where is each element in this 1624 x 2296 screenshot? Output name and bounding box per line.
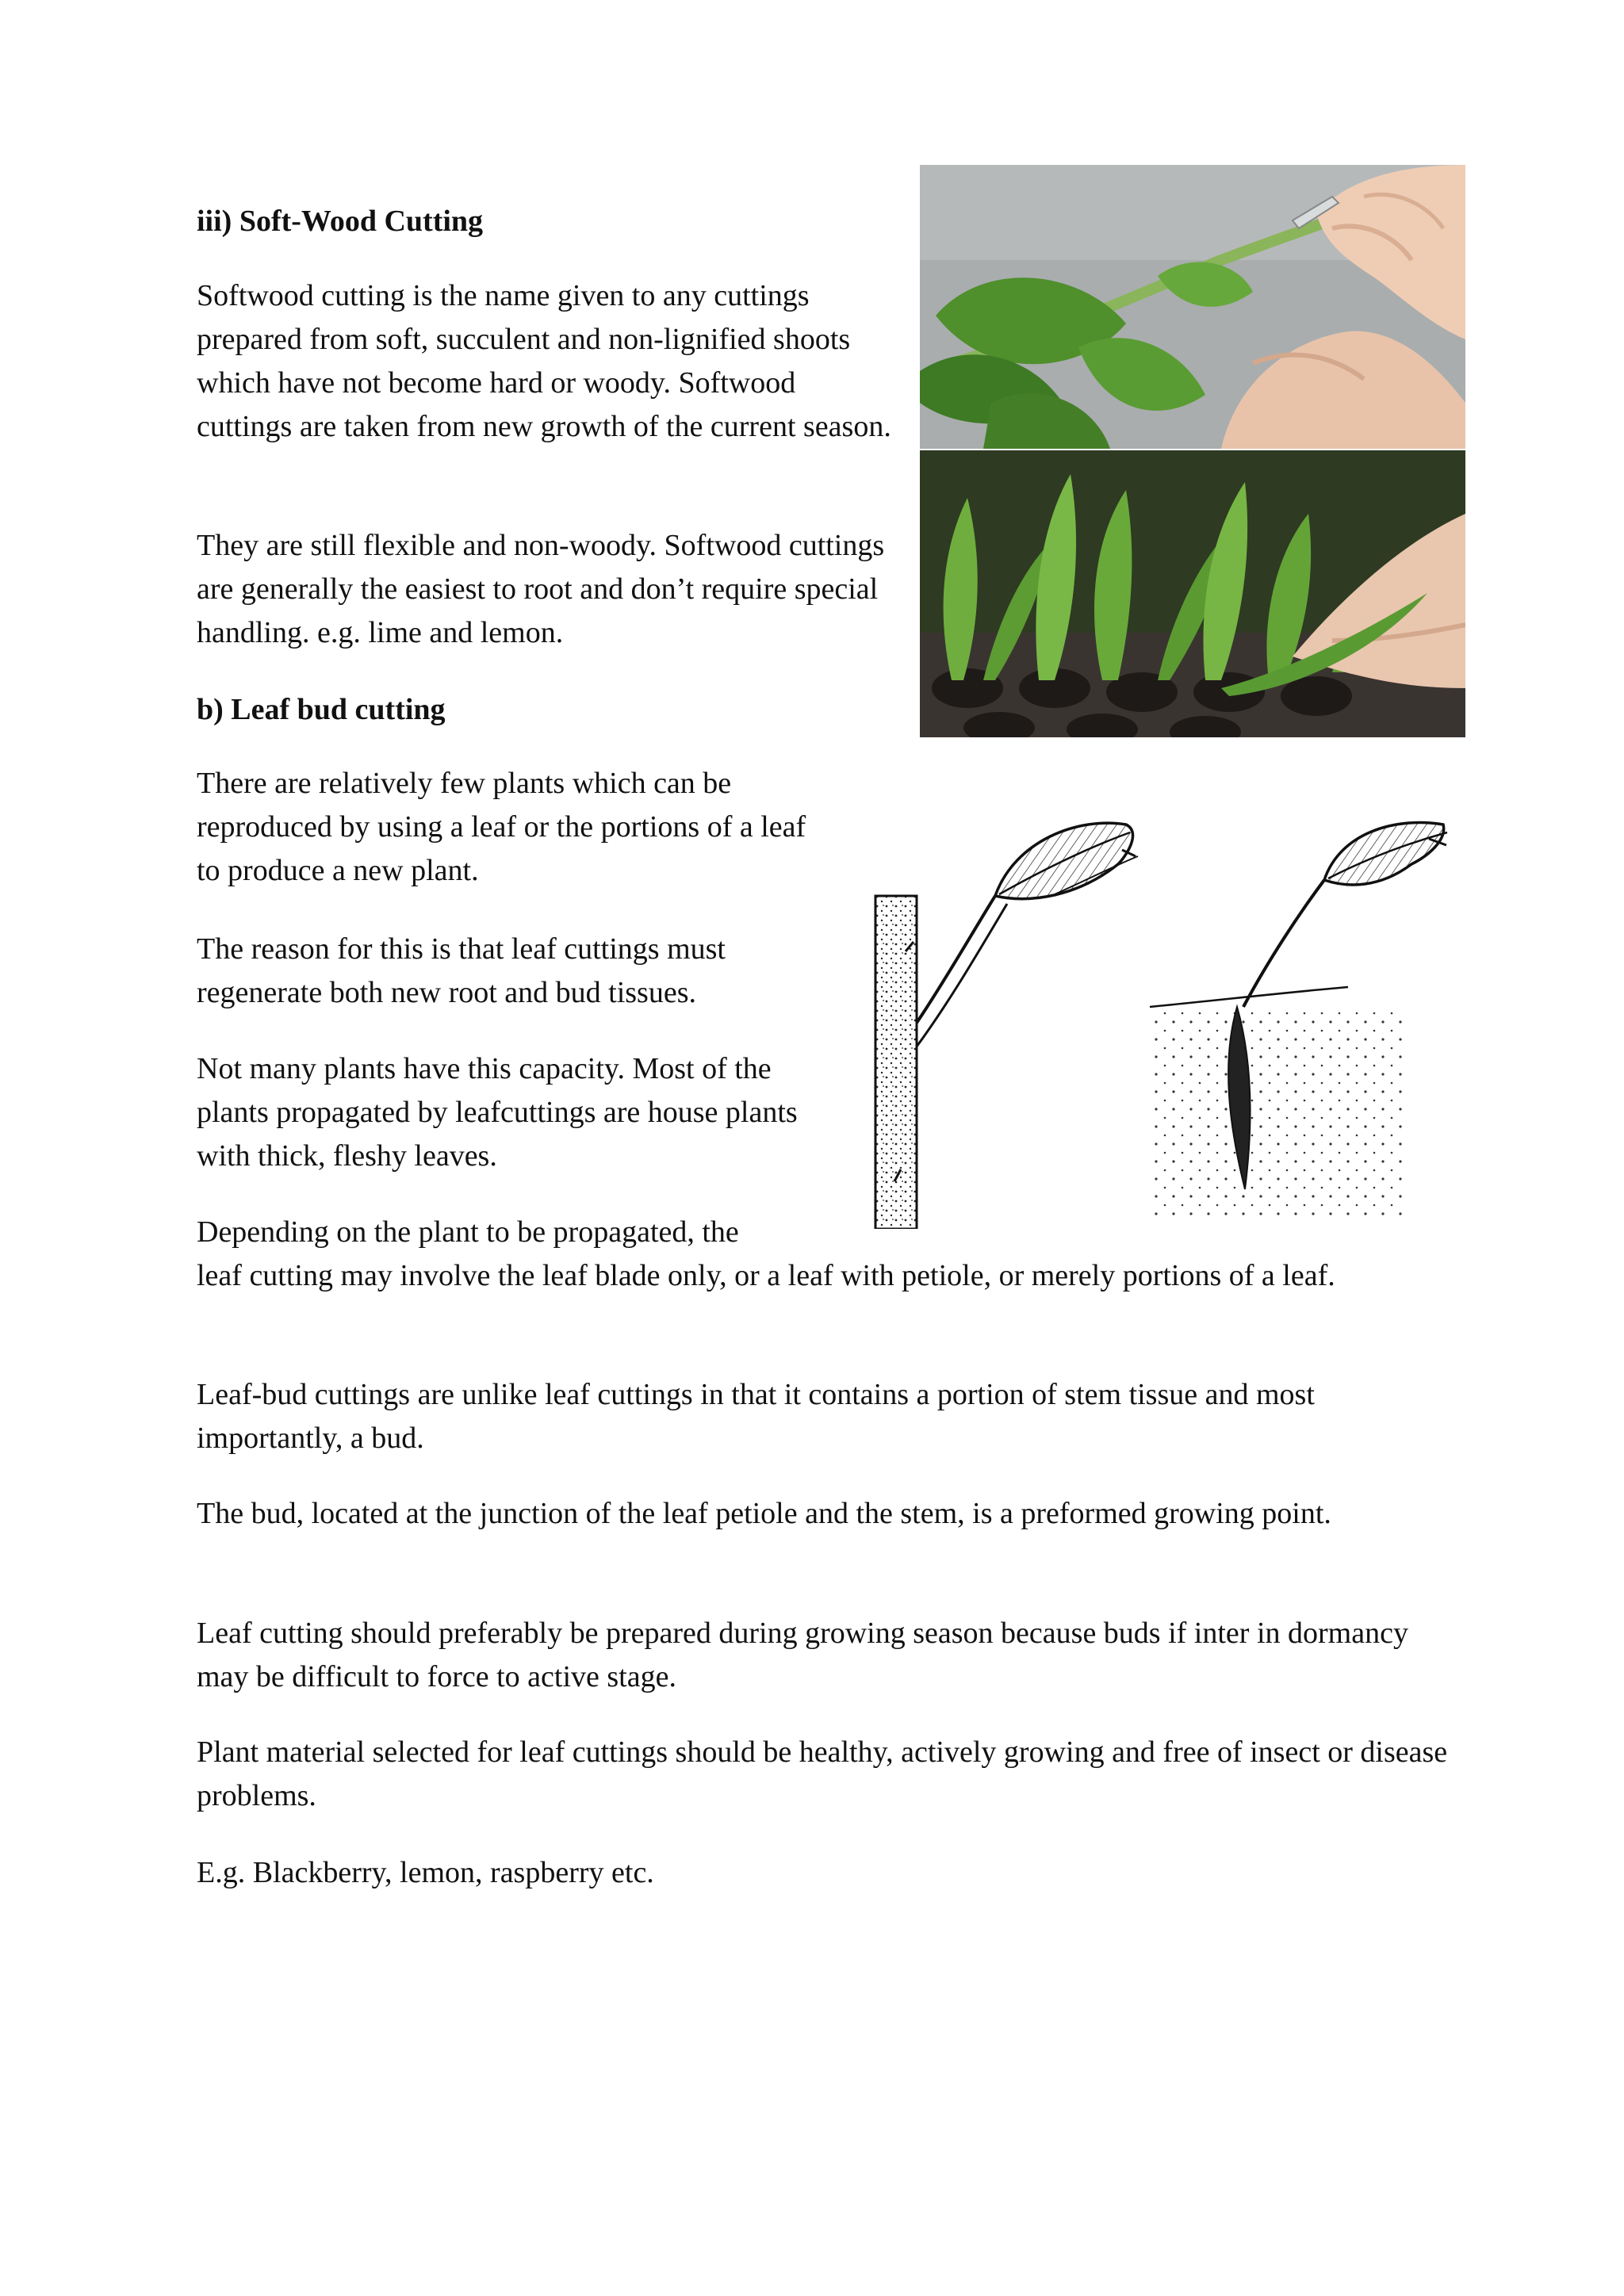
heading-softwood-cutting: iii) Soft-Wood Cutting	[197, 205, 484, 238]
seedlings-in-tray-photo	[920, 450, 1465, 737]
paragraph-examples: E.g. Blackberry, lemon, raspberry etc.	[197, 1856, 654, 1889]
paragraph-leaf-depending-line1: Depending on the plant to be propagated, the	[197, 1215, 739, 1249]
paragraph-leaf-bud-definition: Leaf-bud cuttings are unlike leaf cuttings in that it contains a portion of stem tissue and most importantly, a bud.	[197, 1378, 1315, 1455]
heading-leaf-bud-cutting: b) Leaf bud cutting	[197, 693, 446, 726]
paragraph-softwood-properties: They are still flexible and non-woody. Softwood cuttings are generally the easiest to root and don’t require special handling. e.g. lime and lemon.	[197, 529, 885, 649]
leaf-bud-cutting-diagram	[856, 809, 1459, 1229]
paragraph-plant-material: Plant material selected for leaf cuttings should be healthy, actively growing and free of insect or disease problems.	[197, 1735, 1448, 1812]
paragraph-softwood-definition: Softwood cutting is the name given to any cuttings prepared from soft, succulent and non-lignified shoots which have not become hard or woody. Softwood cuttings are taken from new growth of the current season.	[197, 279, 891, 443]
paragraph-leaf-capacity: Not many plants have this capacity. Most of the plants propagated by leafcuttings are house plants with thick, fleshy leaves.	[197, 1052, 798, 1173]
paragraph-growing-season: Leaf cutting should preferably be prepared during growing season because buds if inter in dormancy may be difficult to force to active stage.	[197, 1617, 1408, 1693]
hands-cutting-softwood-stem-photo	[920, 165, 1465, 449]
paragraph-leaf-reason: The reason for this is that leaf cuttings must regenerate both new root and bud tissues.	[197, 932, 726, 1009]
paragraph-leaf-intro: There are relatively few plants which can be reproduced by using a leaf or the portions of a leaf to produce a new plant.	[197, 767, 806, 887]
paragraph-leaf-depending-rest: leaf cutting may involve the leaf blade only, or a leaf with petiole, or merely portions of a leaf.	[197, 1259, 1335, 1292]
paragraph-bud-location: The bud, located at the junction of the leaf petiole and the stem, is a preformed growing point.	[197, 1497, 1331, 1530]
